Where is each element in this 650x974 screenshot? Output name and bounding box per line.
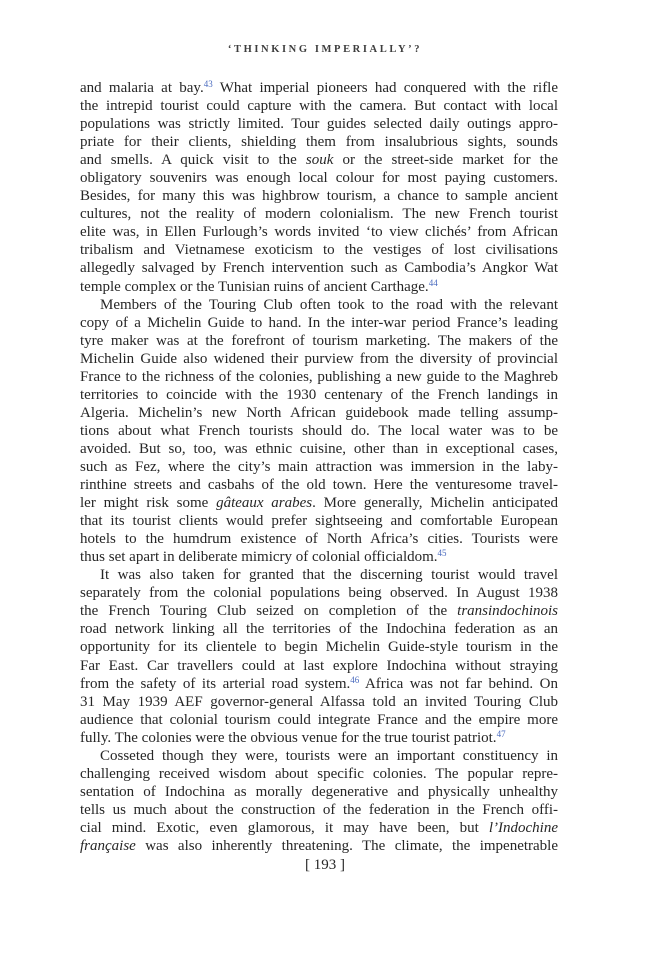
text-span: road network linking all the territories of the Indochina federation as an	[80, 621, 558, 638]
text-span: Algeria. Michelin’s new North African guidebook made telling assump-	[80, 404, 558, 421]
text-span: tells us much about the construction of the federation in the French offi-	[80, 801, 558, 818]
text-span: and malaria at bay.	[80, 80, 204, 96]
text-span: thus set apart in deliberate mimicry of colonial officialdom.	[80, 549, 438, 566]
text-line	[80, 675, 558, 693]
text-line	[80, 476, 558, 494]
text-line	[80, 711, 558, 729]
text-span: the French Touring Club seized on completion of the	[80, 603, 458, 620]
text-line	[80, 169, 558, 187]
text-span: 31 May 1939 AEF governor-general Alfassa told an invited Touring Club	[80, 693, 558, 710]
text-line	[80, 133, 558, 151]
text-line	[80, 404, 558, 422]
footnote-ref: 47	[496, 728, 506, 739]
text-line	[80, 602, 558, 620]
text-span: such as Fez, where the city’s main attraction was immersion in the laby-	[80, 458, 558, 475]
text-span: What imperial pioneers had conquered with the rifle	[212, 80, 559, 96]
text-span: separately from the colonial populations being observed. In August 1938	[80, 585, 558, 602]
italic-text: l’Indochine	[488, 819, 558, 836]
text-line	[80, 747, 558, 765]
text-span: the intrepid tourist could capture with the camera. But contact with local	[80, 98, 558, 115]
text-span: Far East. Car travellers could at last explore Indochina without straying	[80, 657, 558, 674]
text-span: avoided. But so, too, was ethnic cuisine, other than in exceptional cases,	[80, 440, 558, 457]
text-span: opportunity for its clientele to begin Michelin Guide-style tourism in the	[80, 639, 558, 656]
body-text	[80, 79, 558, 855]
text-line	[80, 115, 558, 133]
text-span: Africa was not far behind. On	[359, 675, 558, 692]
text-span: sentation of Indochina as morally degenerative and physically unhealthy	[80, 783, 558, 800]
text-line	[80, 837, 558, 855]
text-span: populations was strictly limited. Tour guides selected daily outings appro-	[80, 116, 558, 133]
text-span: audience that colonial tourism could integrate France and the empire more	[80, 711, 558, 728]
text-line	[80, 765, 558, 783]
text-line	[80, 548, 558, 566]
text-span: rinthine streets and casbahs of the old town. Here the venturesome travel-	[80, 477, 558, 494]
text-span: obligatory souvenirs was enough local colour for most paying customers.	[80, 170, 558, 187]
text-span: or the street-side market for the	[333, 152, 559, 169]
text-span: cultures, not the reality of modern colonialism. The new French tourist	[80, 206, 558, 223]
text-line	[80, 530, 558, 548]
footnote-ref: 43	[203, 79, 213, 89]
text-span: territories to coincide with the 1930 centenary of the French landings in	[80, 386, 558, 403]
text-span: temple complex or the Tunisian ruins of ancient Carthage.	[80, 278, 429, 295]
text-line	[80, 584, 558, 602]
running-head: ‘THINKING IMPERIALLY’?	[227, 44, 423, 55]
text-span: It was also taken for granted that the discerning tourist would travel	[100, 567, 558, 584]
text-line	[80, 223, 558, 241]
text-span: tyre maker was at the forefront of tourism marketing. The makers of the	[80, 332, 558, 349]
text-span: France to the richness of the colonies, publishing a new guide to the Maghreb	[80, 368, 558, 385]
text-span: tions about what French tourists should do. The local water was to be	[80, 422, 558, 439]
text-line	[80, 314, 558, 332]
text-span: challenging received wisdom about specific colonies. The popular repre-	[80, 765, 558, 782]
text-line	[80, 620, 558, 638]
footnote-ref: 45	[437, 548, 447, 559]
text-span: was also inherently threatening. The climate, the impenetrable	[135, 837, 558, 854]
text-line	[80, 259, 558, 277]
text-line	[80, 638, 558, 656]
text-span: elite was, in Ellen Furlough’s words invited ‘to view clichés’ from African	[80, 224, 558, 241]
text-span: allegedly salvaged by French intervention such as Cambodia’s Angkor Wat	[80, 260, 558, 277]
footnote-ref: 46	[350, 674, 360, 685]
text-line	[80, 386, 558, 404]
text-line	[80, 729, 558, 747]
text-span: . More generally, Michelin anticipated	[312, 495, 558, 512]
text-line	[80, 205, 558, 223]
text-span: priate for their clients, shielding them from insalubrious sights, sounds	[80, 134, 558, 151]
text-span: hotels to the humdrum existence of North Africa’s cities. Tourists were	[80, 531, 558, 548]
text-line	[80, 566, 558, 584]
text-line	[80, 440, 558, 458]
text-span: Members of the Touring Club often took to the road with the relevant	[100, 296, 558, 313]
text-line	[80, 801, 558, 819]
text-span: and smells. A quick visit to the	[80, 152, 306, 169]
text-span: from the safety of its arterial road system.	[80, 675, 351, 692]
page-number: [ 193 ]	[305, 857, 345, 873]
text-line	[80, 693, 558, 711]
text-span: ler might risk some	[80, 495, 217, 512]
text-span: Besides, for many this was highbrow tourism, a chance to sample ancient	[80, 188, 558, 205]
italic-text: souk	[305, 152, 334, 169]
text-line	[80, 458, 558, 476]
text-span: Michelin Guide also widened their purview from the diversity of provincial	[80, 350, 558, 367]
text-line	[80, 79, 558, 97]
text-span: tribalism and Vietnamese exoticism to the vestiges of lost civilisations	[80, 242, 558, 259]
text-span: that its tourist clients would prefer sightseeing and comfortable European	[80, 513, 558, 530]
text-line	[80, 819, 558, 837]
text-span: Cosseted though they were, tourists were an important constituency in	[100, 747, 558, 764]
italic-text: transindochinois	[457, 603, 558, 620]
text-span: copy of a Michelin Guide to hand. In the inter-war period France’s leading	[80, 314, 558, 331]
text-line	[80, 783, 558, 801]
italic-text: gâteaux arabes	[216, 495, 313, 512]
text-line	[80, 512, 558, 530]
text-line	[80, 422, 558, 440]
text-line	[80, 187, 558, 205]
text-line	[80, 657, 558, 675]
italic-text: française	[80, 837, 136, 854]
text-line	[80, 296, 558, 314]
text-span: cial mind. Exotic, even glamorous, it may have been, but	[80, 819, 489, 836]
text-line	[80, 350, 558, 368]
text-line	[80, 368, 558, 386]
text-line	[80, 151, 558, 169]
text-line	[80, 332, 558, 350]
footnote-ref: 44	[428, 277, 438, 288]
text-span: fully. The colonies were the obvious venue for the true tourist patriot.	[80, 729, 497, 746]
text-line	[80, 494, 558, 512]
text-line	[80, 278, 558, 296]
text-line	[80, 97, 558, 115]
text-line	[80, 241, 558, 259]
